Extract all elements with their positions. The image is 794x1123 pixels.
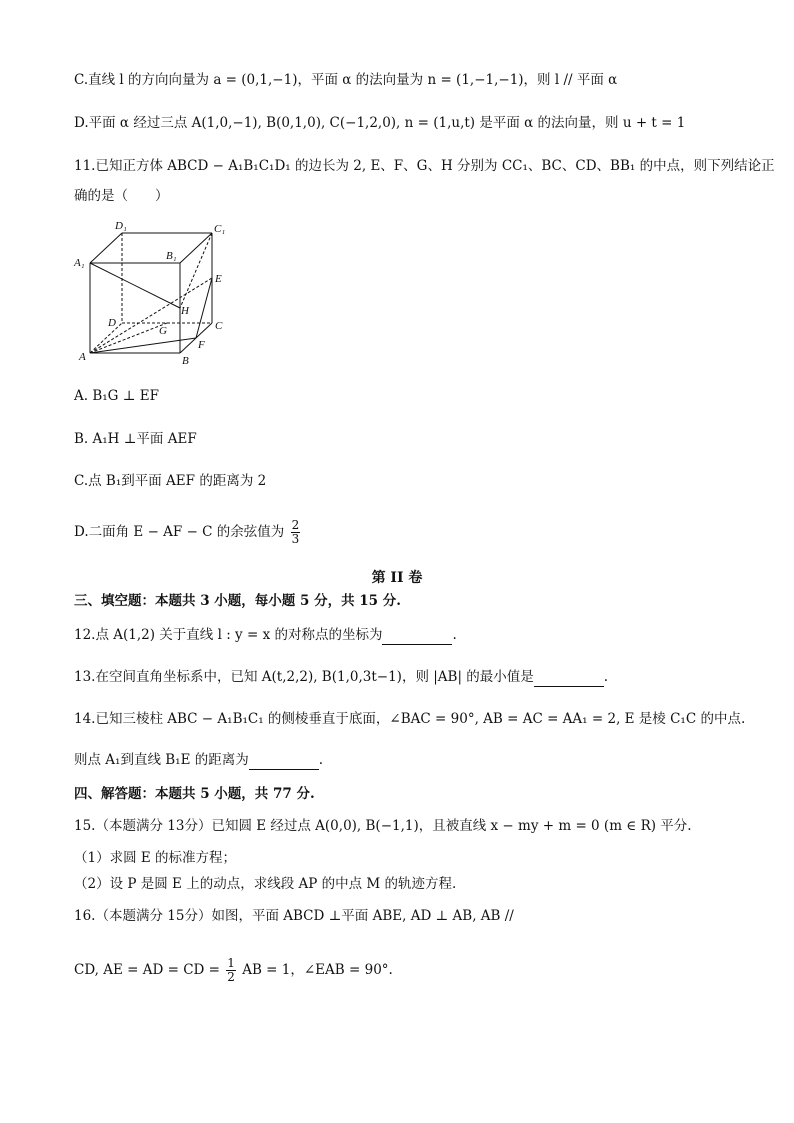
question-11-line2: 确的是（ ） — [74, 188, 169, 204]
label-d1: D₁ — [115, 220, 127, 232]
question-14-text: 则点 A₁到直线 B₁E 的距离为 — [74, 752, 249, 768]
fraction-numerator: 2 — [291, 518, 300, 532]
question-12-text: 12.点 A(1,2) 关于直线 l : y = x 的对称点的坐标为 — [74, 627, 383, 643]
question-14-line1: 14.已知三棱柱 ABC − A₁B₁C₁ 的侧棱垂直于底面，∠BAC = 90°, AB = AC = AA₁ = 2, E 是棱 C₁C 的中点. — [74, 711, 746, 727]
question-13: 13.在空间直角坐标系中，已知 A(t,2,2), B(1,0,3t−1)，则 |AB| 的最小值是 . — [74, 669, 609, 685]
label-h: H — [181, 305, 189, 317]
question-14-line2: 则点 A₁到直线 B₁E 的距离为 . — [74, 752, 324, 768]
label-c1: C₁ — [214, 223, 226, 235]
q11-option-d-text: D.二面角 E − AF − C 的余弦值为 — [74, 524, 285, 540]
q11-option-b: B. A₁H ⊥平面 AEF — [74, 431, 197, 447]
option-d: D.平面 α 经过三点 A(1,0,−1), B(0,1,0), C(−1,2,0), n = (1,u,t) 是平面 α 的法向量，则 u + t = 1 — [74, 115, 686, 131]
q11-option-c: C.点 B₁到平面 AEF 的距离为 2 — [74, 473, 267, 489]
section-four-heading: 四、解答题：本题共 5 小题，共 77 分. — [74, 786, 315, 802]
section-three-heading: 三、填空题：本题共 3 小题，每小题 5 分，共 15 分. — [74, 593, 401, 609]
fraction-numerator: 1 — [227, 956, 235, 970]
label-a1: A₁ — [74, 257, 85, 269]
q11-option-d — [74, 515, 302, 549]
option-c: C.直线 l 的方向向量为 a = (0,1,−1)，平面 α 的法向量为 n = (1,−1,−1)，则 l // 平面 α — [74, 72, 618, 88]
label-b: B — [182, 355, 189, 367]
fraction-denominator: 3 — [291, 532, 300, 546]
question-16-line2 — [74, 953, 393, 987]
question-11-line1: 11.已知正方体 ABCD − A₁B₁C₁D₁ 的边长为 2, E、F、G、H 分别为 CC₁、BC、CD、BB₁ 的中点，则下列结论正 — [74, 158, 775, 174]
fraction-two-thirds — [291, 519, 301, 546]
volume-two-title: 第 II 卷 — [371, 570, 423, 586]
question-16-text-a: CD, AE = AD = CD = — [74, 962, 220, 978]
question-12: 12.点 A(1,2) 关于直线 l : y = x 的对称点的坐标为 . — [74, 627, 457, 643]
question-16-text-b: AB = 1，∠EAB = 90°. — [242, 962, 393, 978]
label-e: E — [215, 273, 222, 285]
answer-blank-13 — [534, 672, 604, 687]
label-d: D — [108, 317, 116, 329]
q11-option-a: A. B₁G ⊥ EF — [74, 388, 159, 404]
label-c: C — [215, 320, 223, 332]
label-b1: B₁ — [166, 250, 177, 262]
fraction-one-half — [226, 957, 236, 984]
label-g: G — [159, 325, 167, 337]
answer-blank-14 — [249, 755, 319, 770]
question-15: 15.（本题满分 13分）已知圆 E 经过点 A(0,0), B(−1,1)，且被直线 x − my + m = 0 (m ∈ R) 平分. — [74, 818, 692, 834]
question-15-part2: （2）设 P 是圆 E 上的动点，求线段 AP 的中点 M 的轨迹方程. — [74, 876, 457, 892]
question-13-text: 13.在空间直角坐标系中，已知 A(t,2,2), B(1,0,3t−1)，则 |AB| 的最小值是 — [74, 669, 534, 685]
label-f: F — [198, 339, 205, 351]
question-16-line1: 16.（本题满分 15分）如图，平面 ABCD ⊥平面 ABE, AD ⊥ AB, AB // — [74, 908, 514, 924]
question-15-part1: （1）求圆 E 的标准方程； — [74, 850, 237, 866]
answer-blank-12 — [382, 630, 452, 645]
label-a: A — [79, 351, 86, 363]
cube-figure — [70, 218, 240, 368]
fraction-denominator: 2 — [227, 970, 235, 984]
